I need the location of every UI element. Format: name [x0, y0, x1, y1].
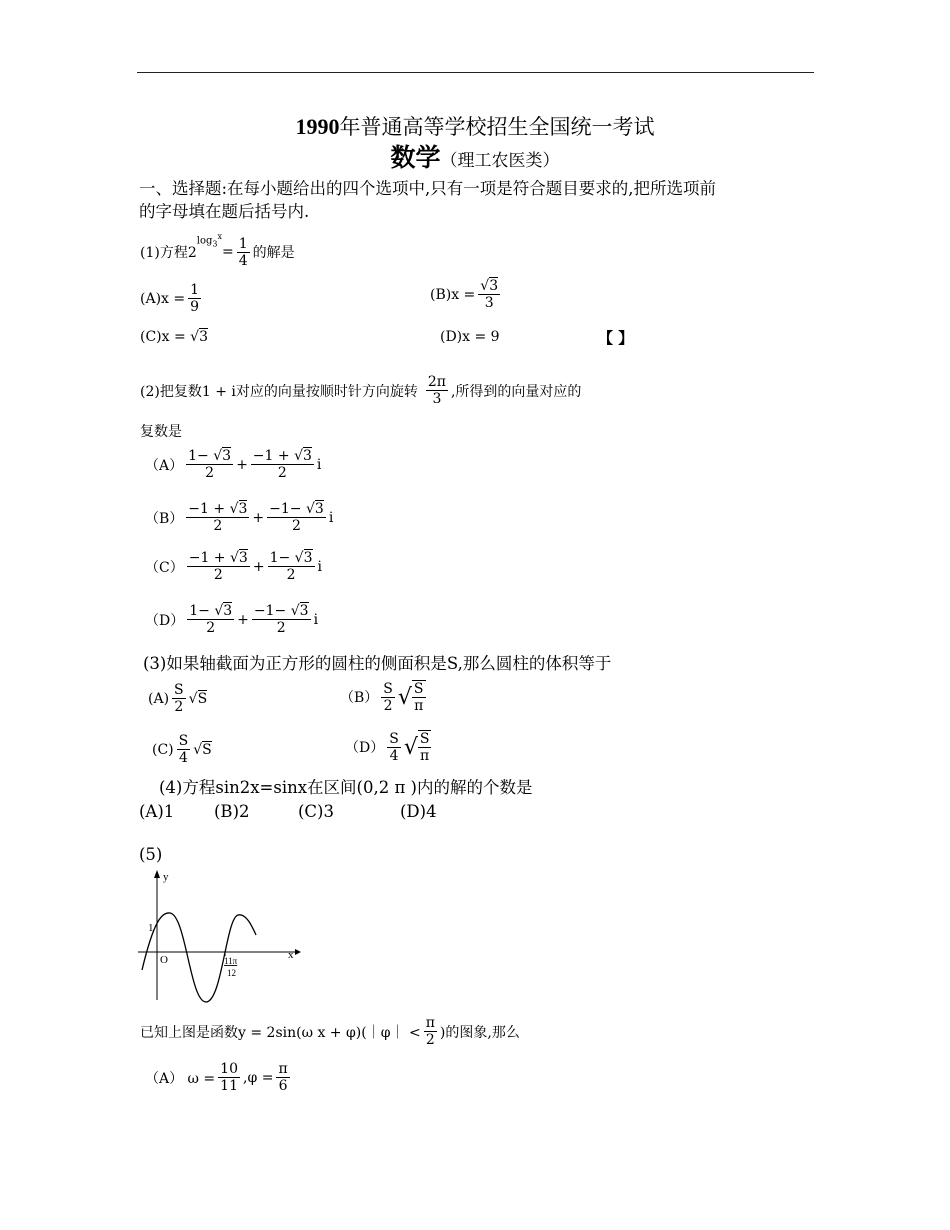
x-axis-arrow-icon: [295, 949, 301, 955]
q2-stem-cont: 复数是: [140, 424, 182, 440]
q2-option-a: （A） $\frac{1- √3}{2}$ + $\frac{-1 + √3}{2}$ i: [145, 448, 322, 481]
answer-bracket: 【 】: [598, 329, 634, 347]
exam-title: 1990年普通高等学校招生全国统一考试: [295, 114, 655, 139]
q1-option-a: (A)x = $\frac{1}{9}$: [140, 282, 200, 315]
graph-origin: O: [160, 954, 168, 966]
q3-option-a: (A) $\frac{S}{2}$ √ S: [148, 682, 208, 715]
graph-y-tick: 1: [148, 922, 154, 934]
top-rule: [137, 72, 814, 73]
q2-option-d: （D） $\frac{1- √3}{2}$ + $\frac{-1- √3}{2}$ i: [145, 603, 319, 636]
q4-stem: (4)方程sin2x=sinx在区间(0,2 π )内的解的个数是: [159, 778, 533, 797]
y-axis-arrow-icon: [154, 870, 160, 878]
q3-stem: (3)如果轴截面为正方形的圆柱的侧面积是S,那么圆柱的体积等于: [143, 654, 612, 673]
q5-sine-graph: [130, 860, 305, 1005]
q3-option-d: （D） $\frac{S}{4}$ √ $\frac{S}{\pi}$: [345, 730, 430, 764]
q1-option-d: (D)x = 9: [440, 329, 500, 345]
section-instructions-line1: 一、选择题:在每小题给出的四个选项中,只有一项是符合题目要求的,把所选项前: [139, 179, 717, 198]
q5-number: (5): [139, 845, 163, 864]
q3-option-c: (C) $\frac{S}{4}$ √ S: [152, 733, 212, 766]
q1-option-b: (B)x = $\frac{√3}{3}$: [430, 278, 499, 311]
graph-y-label: y: [163, 871, 169, 883]
graph-x-label: x: [288, 949, 294, 961]
q5-option-a: （A） ω = $\frac{10}{11}$ ,φ = $\frac{\pi}{6}$: [145, 1061, 288, 1094]
q2-option-c: （C） $\frac{-1 + √3}{2}$ + $\frac{1- √3}{2}$ i: [145, 550, 322, 583]
q4-option-c: (C)3: [298, 802, 334, 821]
q4-option-b: (B)2: [214, 802, 250, 821]
q3-option-b: （B） $\frac{S}{2}$ √ $\frac{S}{\pi}$: [340, 680, 424, 714]
q4-option-d: (D)4: [400, 802, 437, 821]
section-instructions-line2: 的字母填在题后括号内.: [139, 202, 310, 221]
q2-stem: (2)把复数1 + i对应的向量按顺时针方向旋转 $\frac{2\pi}{3}$ ,所得到的向量对应的: [140, 374, 582, 407]
q1-option-c: (C)x = √3: [140, 329, 209, 345]
exam-subtitle: 数学（理工农医类）: [390, 143, 560, 172]
q4-option-a: (A)1: [139, 802, 175, 821]
graph-x-tick-num: 11π: [224, 956, 238, 966]
q5-stem: 已知上图是函数y = 2sin(ω x + φ)(｜φ｜ < $\frac{\pi}{2}$ )的图象,那么: [140, 1015, 520, 1048]
q1-stem: (1)方程2 $\log_3^x$ = $\frac{1}{4}$ 的解是: [140, 231, 295, 269]
graph-x-tick-den: 12: [227, 968, 236, 978]
q2-option-b: （B） $\frac{-1 + √3}{2}$ + $\frac{-1- √3}{2}$ i: [145, 501, 334, 534]
